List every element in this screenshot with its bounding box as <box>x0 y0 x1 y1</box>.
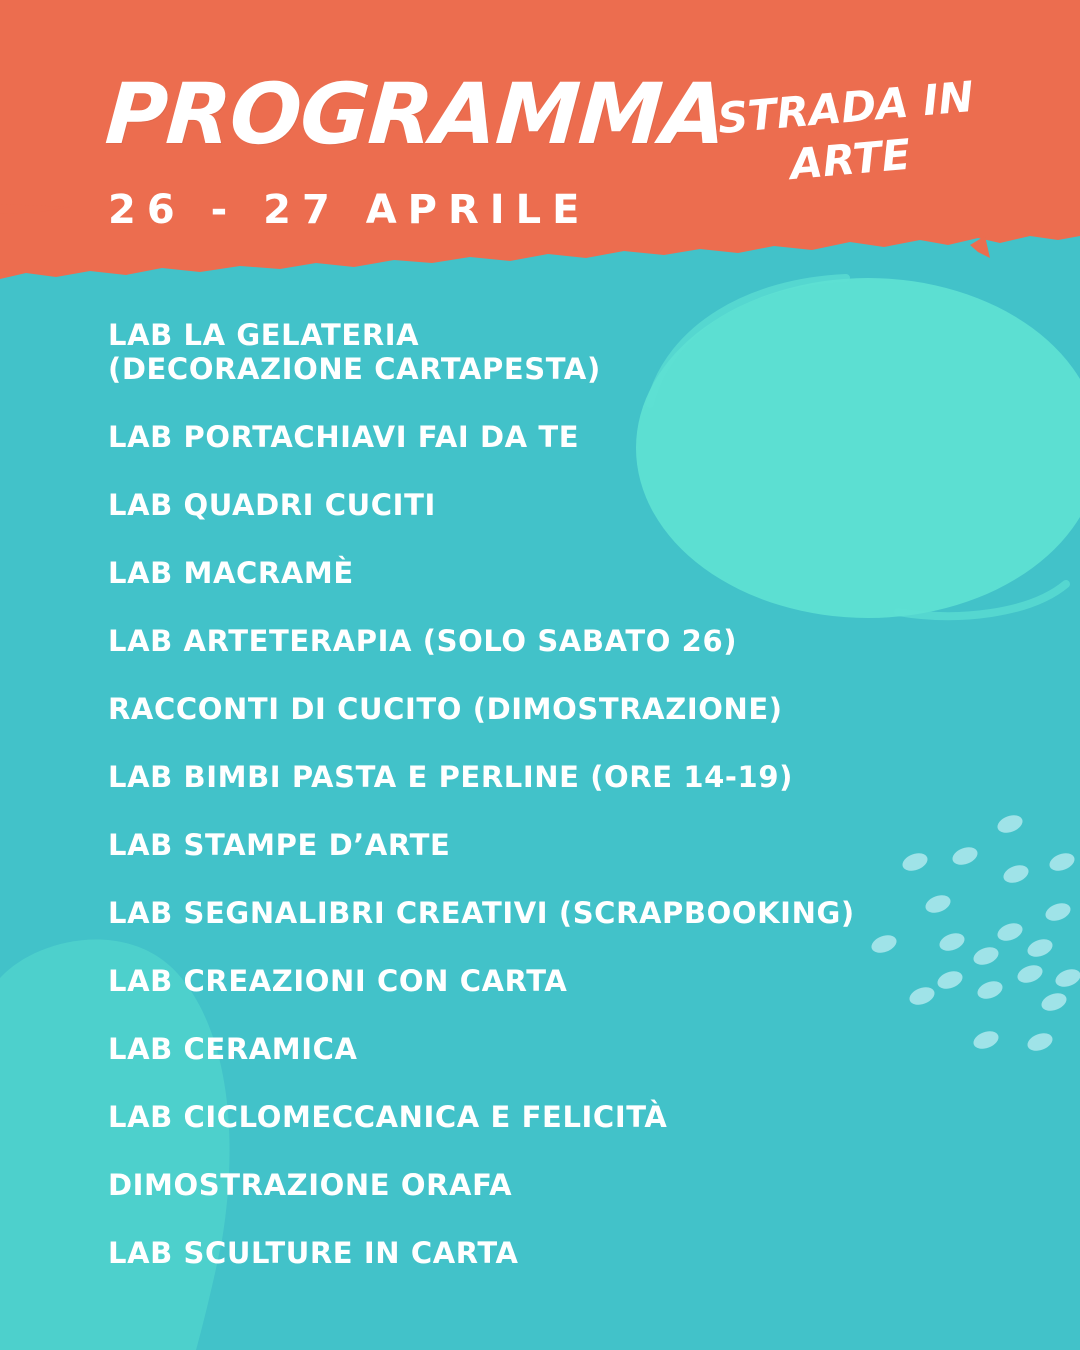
program-item: LAB ARTETERAPIA (SOLO SABATO 26) <box>108 624 738 658</box>
program-item: LAB QUADRI CUCITI <box>108 488 436 522</box>
program-item-line-2: (DECORAZIONE CARTAPESTA) <box>108 352 601 386</box>
program-item: LAB MACRAMÈ <box>108 556 354 590</box>
program-item: LAB CERAMICA <box>108 1032 358 1066</box>
program-item: LAB SEGNALIBRI CREATIVI (SCRAPBOOKING) <box>108 896 855 930</box>
program-item: LAB CREAZIONI CON CARTA <box>108 964 568 998</box>
program-item: LAB BIMBI PASTA E PERLINE (ORE 14-19) <box>108 760 793 794</box>
program-list <box>108 318 855 1304</box>
program-item: LAB STAMPE D’ARTE <box>108 828 451 862</box>
event-name-line-1: STRADA IN <box>715 72 976 144</box>
poster-title: PROGRAMMA <box>102 65 729 163</box>
program-item <box>108 318 855 386</box>
program-item-line-1: LAB LA GELATERIA <box>108 318 420 352</box>
event-dates: 26 - 27 APRILE <box>108 187 591 233</box>
program-item: LAB SCULTURE IN CARTA <box>108 1236 519 1270</box>
event-name-line-2: ARTE <box>788 129 913 190</box>
program-item: DIMOSTRAZIONE ORAFA <box>108 1168 513 1202</box>
program-item: LAB PORTACHIAVI FAI DA TE <box>108 420 580 454</box>
program-item: LAB CICLOMECCANICA E FELICITÀ <box>108 1100 668 1134</box>
program-item: RACCONTI DI CUCITO (DIMOSTRAZIONE) <box>108 692 783 726</box>
